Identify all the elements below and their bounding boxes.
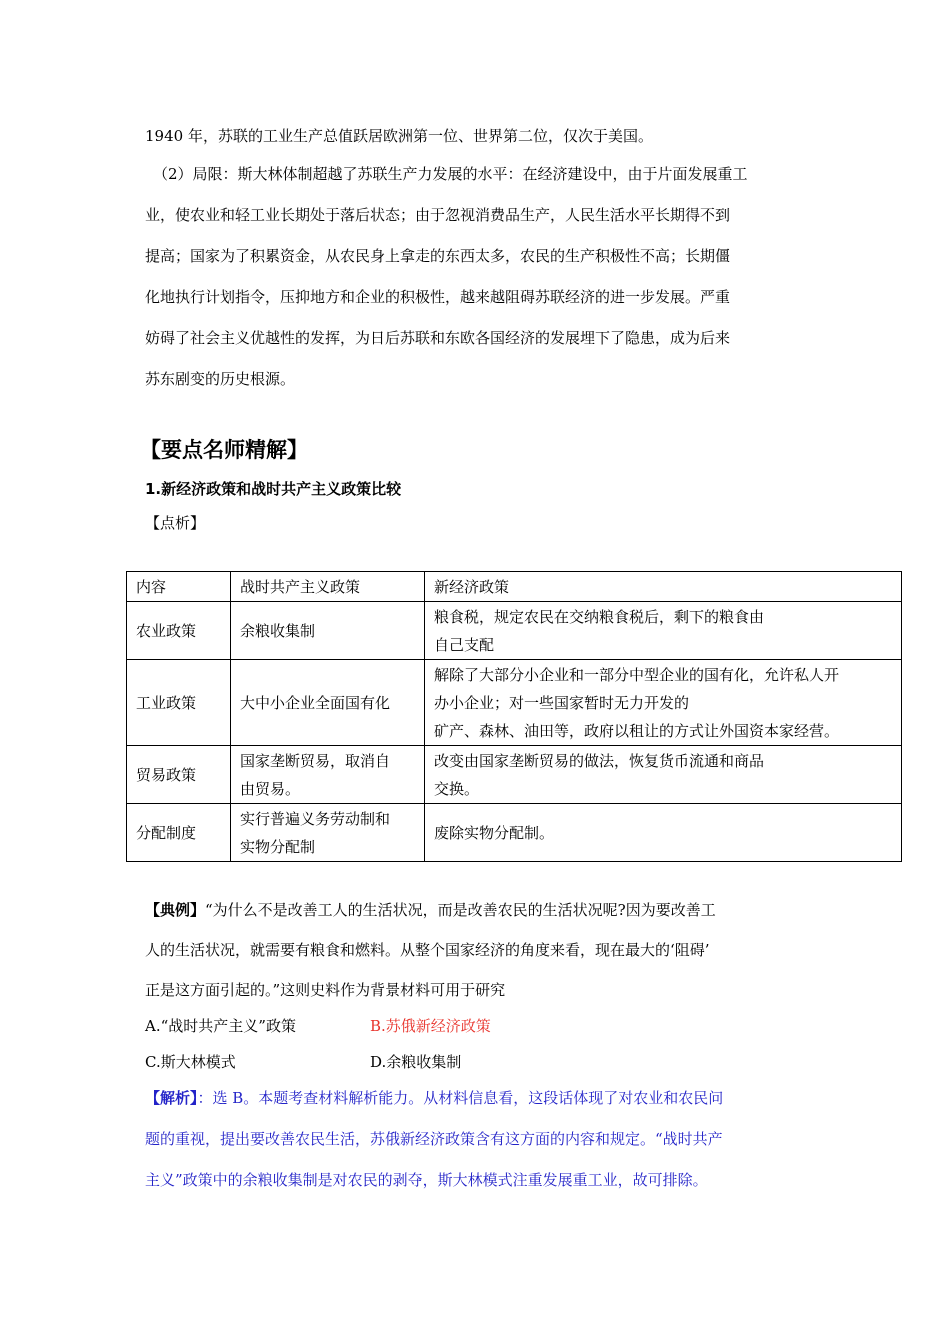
- analysis-text: ：选 B。本题考查材料解析能力。从材料信息看，这段话体现了对农业和农民问: [197, 1089, 724, 1107]
- option-d: D.余粮收集制: [370, 1053, 462, 1071]
- option-a: A.“战时共产主义”政策: [145, 1017, 296, 1035]
- section-subheading: 1.新经济政策和战时共产主义政策比较: [145, 480, 402, 498]
- paragraph-line: （2）局限：斯大林体制超越了苏联生产力发展的水平：在经济建设中，由于片面发展重工: [153, 165, 748, 183]
- comparison-table: [126, 571, 902, 862]
- table-cell: [425, 660, 902, 746]
- cell-text: 由贸易。: [240, 779, 301, 798]
- table-row: [127, 602, 902, 660]
- analysis-label: 【解析】: [145, 1089, 198, 1107]
- example-line: 正是这方面引起的。”这则史料作为背景材料可用于研究: [145, 981, 506, 999]
- table-header-cell: 新经济政策: [425, 572, 902, 602]
- paragraph-line: 提高；国家为了积累资金，从农民身上拿走的东西太多，农民的生产积极性不高；长期僵: [145, 247, 731, 265]
- table-cell: 农业政策: [127, 602, 231, 660]
- analysis-line: 题的重视，提出要改善农民生活，苏俄新经济政策含有这方面的内容和规定。“战时共产: [145, 1130, 723, 1148]
- cell-text: 国家垄断贸易，取消自: [240, 751, 391, 770]
- cell-text: 矿产、森林、油田等，政府以租让的方式让外国资本家经营。: [434, 721, 840, 740]
- paragraph-line: 化地执行计划指令，压抑地方和企业的积极性，越来越阻碍苏联经济的进一步发展。严重: [145, 288, 731, 306]
- paragraph-line: 苏东剧变的历史根源。: [145, 370, 296, 388]
- cell-text: 交换。: [434, 779, 480, 798]
- table-row: [127, 660, 902, 746]
- table-cell: [425, 746, 902, 804]
- example-label: 【典例】: [145, 901, 206, 919]
- analysis-line: [145, 1088, 723, 1108]
- table-cell: [425, 602, 902, 660]
- cell-text: 办小企业；对一些国家暂时无力开发的: [434, 693, 690, 712]
- section-heading: 【要点名师精解】: [140, 438, 308, 462]
- table-cell: [425, 804, 902, 862]
- paragraph-line: 1940 年，苏联的工业生产总值跃居欧洲第一位、世界第二位，仅次于美国。: [145, 127, 653, 145]
- cell-text: 粮食税，规定农民在交纳粮食税后，剩下的粮食由: [434, 607, 765, 626]
- table-cell: 分配制度: [127, 804, 231, 862]
- example-line: [145, 900, 716, 920]
- cell-text: 自己支配: [434, 635, 495, 654]
- table-cell: 贸易政策: [127, 746, 231, 804]
- table-header-cell: 内容: [127, 572, 231, 602]
- option-b-answer: B.苏俄新经济政策: [370, 1017, 491, 1035]
- example-line: 人的生活状况，就需要有粮食和燃料。从整个国家经济的角度来看，现在最大的‘阻碍’: [145, 941, 710, 959]
- table-row: [127, 804, 902, 862]
- cell-text: 废除实物分配制。: [434, 823, 555, 842]
- cell-text: 余粮收集制: [240, 621, 316, 640]
- analysis-line: 主义”政策中的余粮收集制是对农民的剥夺，斯大林模式注重发展重工业，故可排除。: [145, 1171, 708, 1189]
- option-c: C.斯大林模式: [145, 1053, 236, 1071]
- table-cell: [231, 804, 425, 862]
- example-text: “为什么不是改善工人的生活状况，而是改善农民的生活状况呢?因为要改善工: [205, 901, 716, 919]
- cell-text: 改变由国家垄断贸易的做法，恢复货币流通和商品: [434, 751, 765, 770]
- table-header-row: [127, 572, 902, 602]
- cell-text: 大中小企业全面国有化: [240, 693, 391, 712]
- analysis-tag: 【点析】: [145, 514, 206, 532]
- cell-text: 实物分配制: [240, 837, 316, 856]
- table-cell: [231, 602, 425, 660]
- paragraph-line: 业，使农业和轻工业长期处于落后状态；由于忽视消费品生产，人民生活水平长期得不到: [145, 206, 731, 224]
- paragraph-line: 妨碍了社会主义优越性的发挥，为日后苏联和东欧各国经济的发展埋下了隐患，成为后来: [145, 329, 731, 347]
- table-cell: [231, 746, 425, 804]
- cell-text: 解除了大部分小企业和一部分中型企业的国有化，允许私人开: [434, 665, 840, 684]
- table-cell: 工业政策: [127, 660, 231, 746]
- table-header-cell: 战时共产主义政策: [231, 572, 425, 602]
- cell-text: 实行普遍义务劳动制和: [240, 809, 391, 828]
- table-row: [127, 746, 902, 804]
- table-cell: [231, 660, 425, 746]
